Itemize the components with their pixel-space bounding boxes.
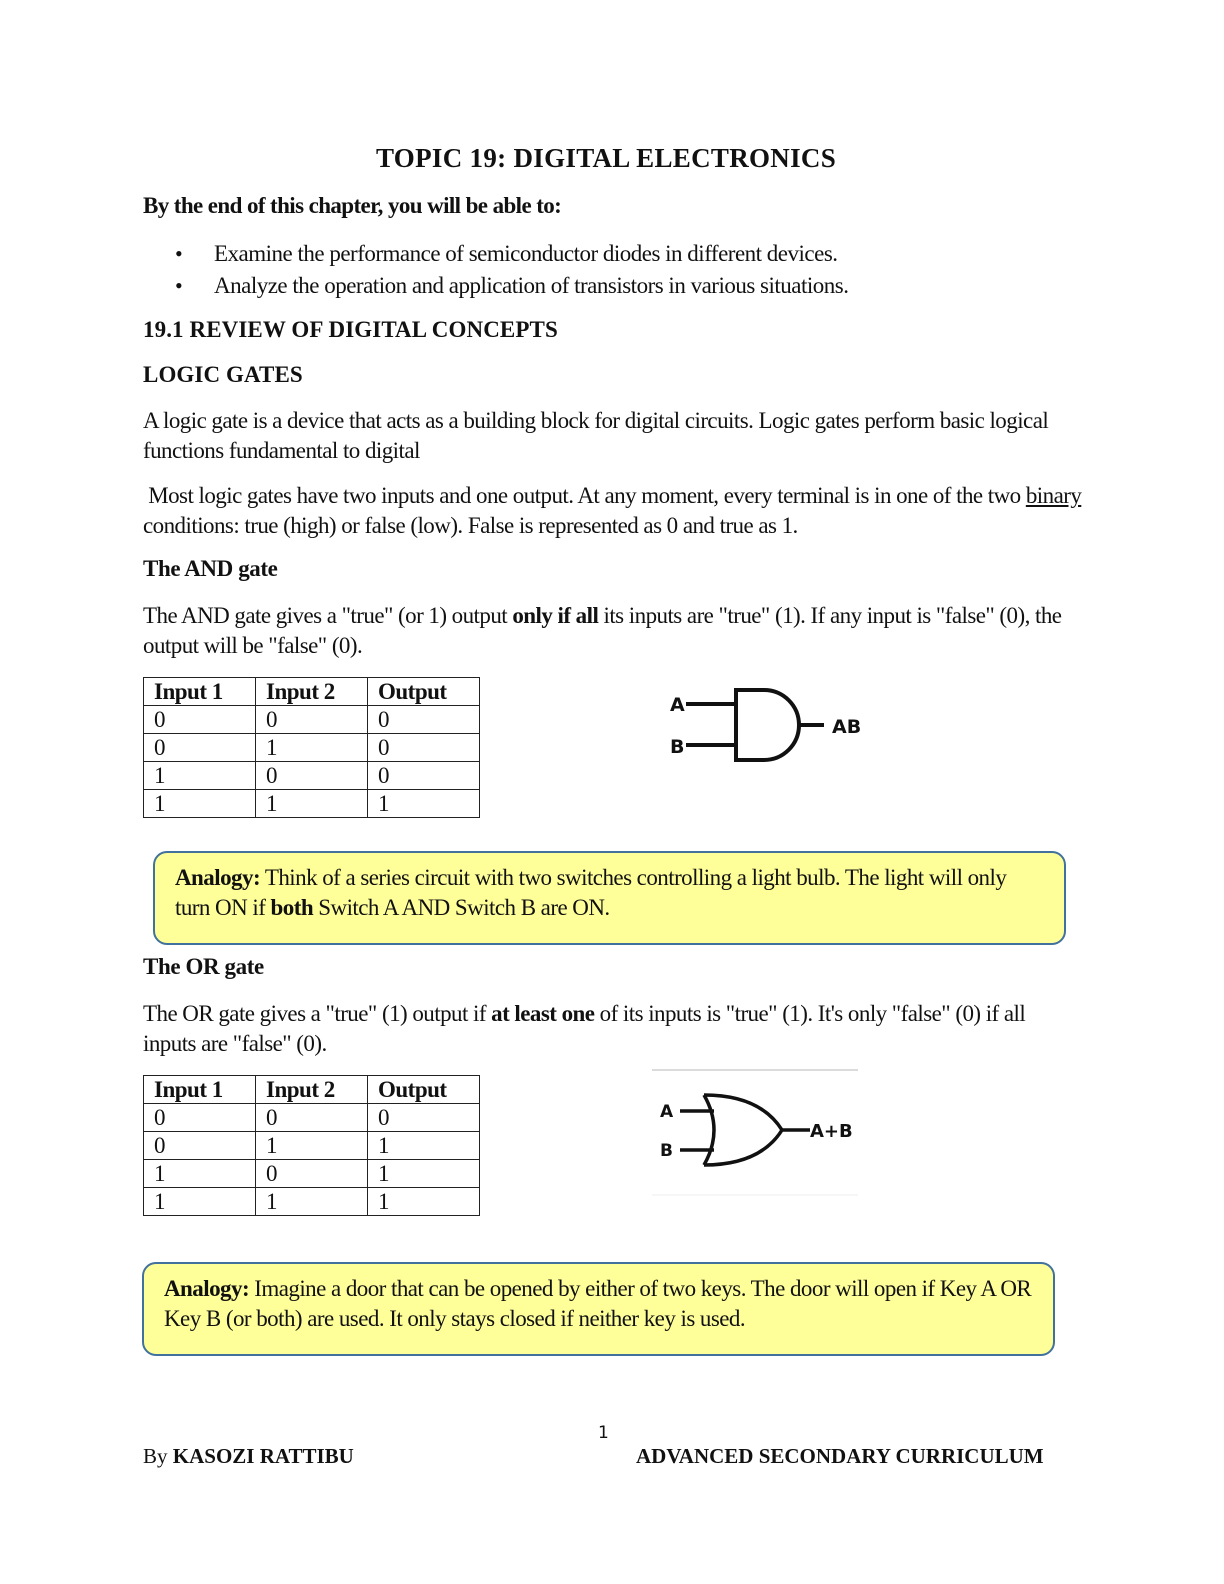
column-header: Input 1 — [144, 1076, 256, 1104]
table-cell: 0 — [368, 762, 480, 790]
or-input-a-label: A — [660, 1102, 674, 1122]
table-cell: 1 — [368, 790, 480, 818]
objective-item: • Analyze the operation and application of transistors in various situations. — [175, 270, 848, 302]
column-header: Input 1 — [144, 678, 256, 706]
table-row — [144, 1104, 480, 1132]
analogy-label: Analogy: — [164, 1276, 250, 1301]
or-gate-description: The OR gate gives a "true" (1) output if at least one of its inputs is "true" (1). It's only "false" (0) if all inputs are "false" (0). — [143, 1001, 1026, 1056]
or-output-label: A+B — [810, 1121, 853, 1142]
table-cell: 1 — [144, 790, 256, 818]
table-cell: 0 — [144, 1132, 256, 1160]
table-row — [144, 1188, 480, 1216]
table-cell: 0 — [144, 706, 256, 734]
table-cell: 1 — [368, 1132, 480, 1160]
and-output-label: AB — [832, 716, 862, 738]
table-row — [144, 790, 480, 818]
and-input-b-label: B — [670, 736, 685, 758]
logic-gates-paragraph-2: Most logic gates have two inputs and one output. At any moment, every terminal is in one of the two binary conditions: true (high) or false (low). False is represented as 0 and true as 1. — [143, 483, 1087, 538]
table-cell: 1 — [256, 1132, 368, 1160]
footer-author: By KASOZI RATTIBU — [143, 1444, 354, 1468]
table-cell: 0 — [144, 1104, 256, 1132]
column-header: Output — [368, 678, 480, 706]
table-cell: 1 — [256, 790, 368, 818]
section-heading: 19.1 REVIEW OF DIGITAL CONCEPTS — [143, 317, 558, 342]
table-row — [144, 706, 480, 734]
table-row — [144, 734, 480, 762]
table-row — [144, 1132, 480, 1160]
and-gate-heading: The AND gate — [143, 556, 278, 581]
column-header: Input 2 — [256, 678, 368, 706]
and-truth-table — [143, 677, 480, 818]
table-cell: 0 — [256, 1104, 368, 1132]
table-cell: 1 — [144, 1160, 256, 1188]
analogy-label: Analogy: — [175, 865, 261, 890]
table-header-row — [144, 678, 480, 706]
or-gate-heading: The OR gate — [143, 954, 264, 979]
objectives-heading: By the end of this chapter, you will be able to: — [143, 193, 562, 218]
table-cell: 1 — [256, 1188, 368, 1216]
objective-item: • Examine the performance of semiconductor diodes in different devices. — [175, 238, 848, 270]
column-header: Input 2 — [256, 1076, 368, 1104]
page-number: 1 — [598, 1423, 609, 1443]
table-cell: 1 — [256, 734, 368, 762]
objectives-list — [175, 238, 848, 302]
table-cell: 1 — [368, 1188, 480, 1216]
table-cell: 0 — [368, 1104, 480, 1132]
table-header-row — [144, 1076, 480, 1104]
table-cell: 1 — [144, 762, 256, 790]
table-cell: 1 — [368, 1160, 480, 1188]
table-cell: 0 — [256, 1160, 368, 1188]
table-row — [144, 1160, 480, 1188]
binary-link[interactable]: binary — [1025, 483, 1082, 508]
or-gate-icon — [652, 1069, 860, 1197]
or-analogy-callout: Analogy: Imagine a door that can be opened by either of two keys. The door will open if Key A OR Key B (or both) are used. It only stays closed if neither key is used. — [142, 1262, 1055, 1356]
or-truth-table — [143, 1075, 480, 1216]
or-input-b-label: B — [660, 1141, 673, 1161]
and-gate-description: The AND gate gives a "true" (or 1) output only if all its inputs are "true" (1). If any input is "false" (0), the output will be "false" (0). — [143, 603, 1062, 658]
table-cell: 0 — [368, 734, 480, 762]
column-header: Output — [368, 1076, 480, 1104]
table-cell: 0 — [256, 706, 368, 734]
table-row — [144, 762, 480, 790]
and-gate-icon — [664, 682, 874, 772]
and-input-a-label: A — [670, 694, 685, 716]
footer-curriculum: ADVANCED SECONDARY CURRICULUM — [636, 1444, 1044, 1468]
table-cell: 0 — [144, 734, 256, 762]
and-analogy-callout: Analogy: Think of a series circuit with two switches controlling a light bulb. The light will only turn ON if both Switch A AND Switch B are ON. — [153, 851, 1066, 945]
table-cell: 0 — [256, 762, 368, 790]
logic-gates-paragraph-1: A logic gate is a device that acts as a building block for digital circuits. Logic gates perform basic logical functions fundamental to digital — [143, 408, 1049, 463]
page-title: TOPIC 19: DIGITAL ELECTRONICS — [375, 143, 837, 173]
logic-gates-heading: LOGIC GATES — [143, 362, 303, 387]
table-cell: 0 — [368, 706, 480, 734]
table-cell: 1 — [144, 1188, 256, 1216]
